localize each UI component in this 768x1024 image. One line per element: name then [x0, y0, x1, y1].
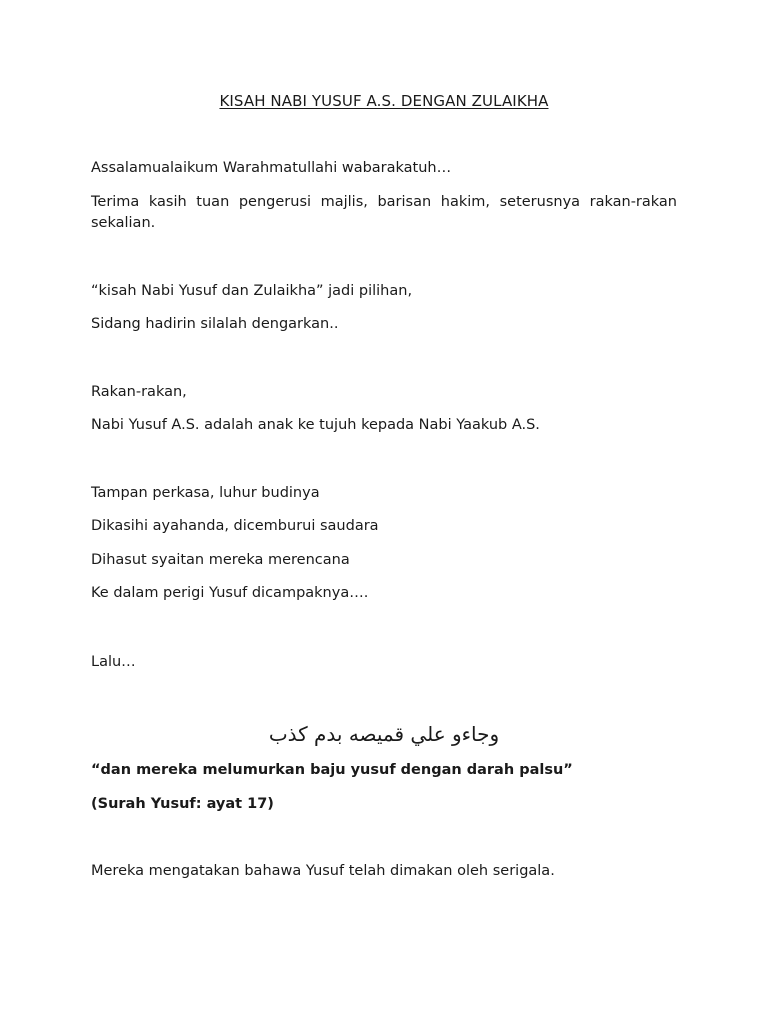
thanks-paragraph: Terima kasih tuan pengerusi majlis, barisan hakim, seterusnya rakan-rakan sekalian.: [91, 194, 677, 231]
verse-line-1: Tampan perkasa, luhur budinya: [91, 485, 320, 501]
surah-reference: (Surah Yusuf: ayat 17): [91, 796, 274, 812]
verse-line-2: Dikasihi ayahanda, dicemburui saudara: [91, 518, 379, 534]
verse-line-4: Ke dalam perigi Yusuf dicampaknya….: [91, 585, 369, 601]
wolf-paragraph: Mereka mengatakan bahawa Yusuf telah dimakan oleh serigala.: [91, 863, 555, 879]
friends-paragraph: Rakan-rakan,: [91, 384, 187, 400]
verse-line-3: Dihasut syaitan mereka merencana: [91, 552, 350, 568]
listen-paragraph: Sidang hadirin silalah dengarkan..: [91, 316, 339, 332]
translation-paragraph: “dan mereka melumurkan baju yusuf dengan darah palsu”: [91, 762, 573, 778]
greeting-paragraph: Assalamualaikum Warahmatullahi wabarakatuh…: [91, 160, 452, 176]
lineage-paragraph: Nabi Yusuf A.S. adalah anak ke tujuh kepada Nabi Yaakub A.S.: [91, 417, 540, 433]
then-paragraph: Lalu…: [91, 654, 136, 670]
arabic-verse: وجاءو علي قميصه بدم كذب: [268, 722, 500, 746]
choice-paragraph: “kisah Nabi Yusuf dan Zulaikha” jadi pilihan,: [91, 283, 413, 299]
document-title: KISAH NABI YUSUF A.S. DENGAN ZULAIKHA: [219, 92, 549, 110]
